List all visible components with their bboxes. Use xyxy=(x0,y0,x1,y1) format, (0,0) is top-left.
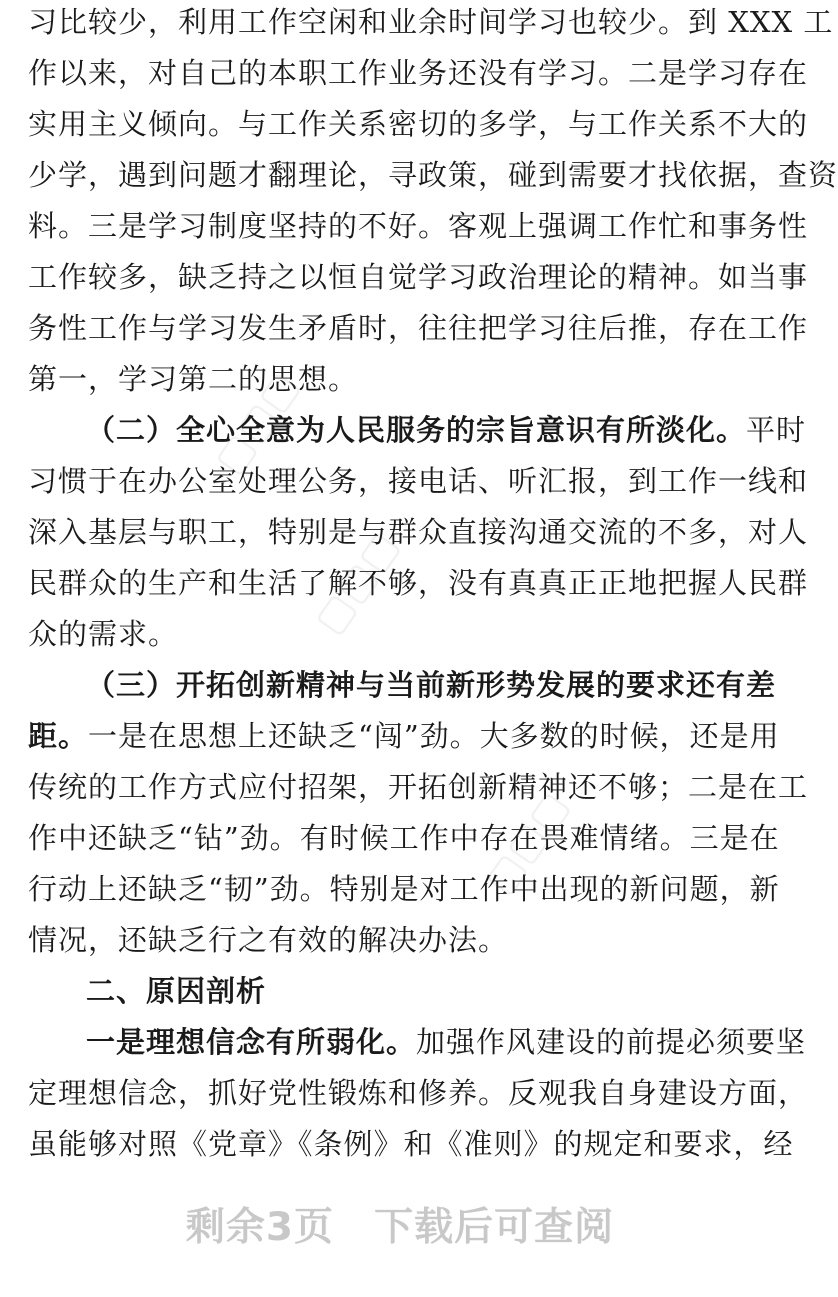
watermark: ▢▢▢ xyxy=(205,363,309,483)
section-3-text: 一是在思想上还缺乏“闯”劲。大多数的时候，还是用 xyxy=(88,719,780,753)
section-2-heading-tail: 平时 xyxy=(746,413,807,447)
section-2-heading: （二）全心全意为人民服务的宗旨意识有所淡化。 xyxy=(86,413,747,447)
watermark: ▢▢▢ xyxy=(305,523,409,643)
watermark: ▢▢▢ xyxy=(475,783,579,903)
section-3-second-line xyxy=(28,717,780,755)
part-2-lead-heading: 一是理想信念有所弱化。 xyxy=(86,1025,417,1059)
paragraph-line: 少学，遇到问题才翻理论，寻政策，碰到需要才找依据，查资 xyxy=(28,158,838,192)
paragraph-line: 众的需求。 xyxy=(28,617,179,651)
paragraph-line: 传统的工作方式应付招架，开拓创新精神还不够；二是在工 xyxy=(28,770,809,804)
paragraph-line: 虽能够对照《党章》《条例》和《准则》的规定和要求，经 xyxy=(28,1127,794,1161)
paragraph-line: 行动上还缺乏“韧”劲。特别是对工作中出现的新问题，新 xyxy=(28,872,780,906)
paragraph-line: 工作较多，缺乏持之以恒自觉学习政治理论的精神。如当事 xyxy=(28,260,809,294)
part-2-lead-line xyxy=(86,1023,806,1061)
section-3-heading-line1: （三）开拓创新精神与当前新形势发展的要求还有差 xyxy=(86,668,777,702)
paragraph-line: 料。三是学习制度坚持的不好。客观上强调工作忙和事务性 xyxy=(28,209,809,243)
remaining-pages-label: 剩余3页 xyxy=(185,1205,335,1250)
paragraph-line: 民群众的生产和生活了解不够，没有真真正正地把握人民群 xyxy=(28,566,809,600)
paragraph-line: 务性工作与学习发生矛盾时，往往把学习往后推，存在工作 xyxy=(28,311,809,345)
section-3-heading xyxy=(86,666,776,704)
paragraph-line: 习比较少，利用工作空闲和业余时间学习也较少。到 XXX 工 xyxy=(28,5,834,39)
preview-limit-banner[interactable] xyxy=(0,1196,800,1252)
paragraph-line: 作以来，对自己的本职工作业务还没有学习。二是学习存在 xyxy=(28,56,809,90)
section-2-first-line xyxy=(86,411,806,449)
paragraph-line: 习惯于在办公室处理公务，接电话、听汇报，到工作一线和 xyxy=(28,464,809,498)
part-2-title: 二、原因剖析 xyxy=(86,974,267,1008)
paragraph-line: 作中还缺乏“钻”劲。有时候工作中存在畏难情绪。三是在 xyxy=(28,821,780,855)
paragraph-line: 第一，学习第二的思想。 xyxy=(28,362,359,396)
paragraph-line: 定理想信念，抓好党性锻炼和修养。反观我自身建设方面， xyxy=(28,1076,809,1110)
paragraph-line: 深入基层与职工，特别是与群众直接沟通交流的不多，对人 xyxy=(28,515,809,549)
download-prompt-label[interactable]: 下载后可查阅 xyxy=(374,1205,615,1250)
part-2-lead-text: 加强作风建设的前提必须要坚 xyxy=(416,1025,807,1059)
section-3-heading-end: 距。 xyxy=(28,719,89,753)
paragraph-line: 情况，还缺乏行之有效的解决办法。 xyxy=(28,923,509,957)
paragraph-line: 实用主义倾向。与工作关系密切的多学，与工作关系不大的 xyxy=(28,107,809,141)
